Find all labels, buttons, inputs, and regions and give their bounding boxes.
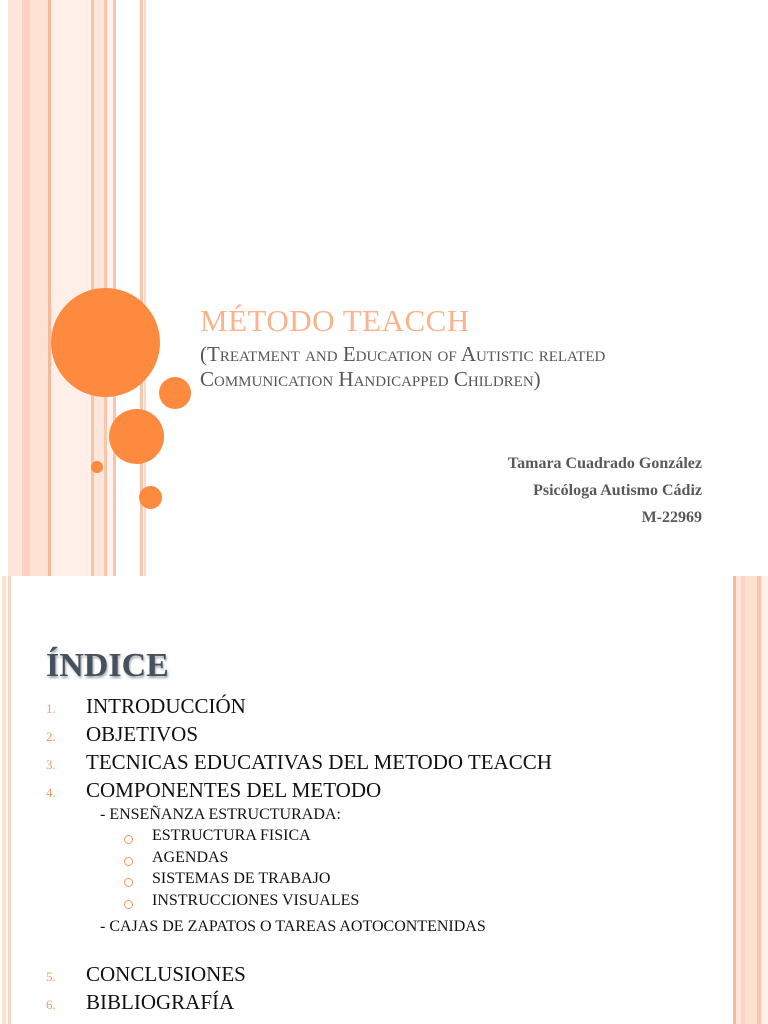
decor-stripe <box>51 0 91 576</box>
sub-heading: - CAJAS DE ZAPATOS O TAREAS AOTOCONTENIDAS <box>100 918 486 935</box>
item-number: 6. <box>46 997 56 1012</box>
decor-stripe <box>8 0 22 576</box>
bullet-circle-icon <box>124 835 133 844</box>
decor-stripe <box>8 576 11 1024</box>
item-text: OBJETIVOS <box>86 722 199 746</box>
decor-stripe <box>22 0 30 576</box>
decor-circle-small <box>139 486 162 509</box>
index-slide <box>0 576 768 1024</box>
bullet-text: ESTRUCTURA FISICA <box>152 827 311 844</box>
item-number: 4. <box>46 785 56 800</box>
bullet-circle-icon <box>124 857 133 866</box>
decor-circle-tiny <box>91 461 103 473</box>
item-number: 1. <box>46 701 56 716</box>
decor-circle-medium <box>109 409 164 464</box>
bullet-text: SISTEMAS DE TRABAJO <box>152 870 331 887</box>
item-text: CONCLUSIONES <box>86 962 246 986</box>
item-number: 5. <box>46 969 56 984</box>
bullet-text: INSTRUCCIONES VISUALES <box>152 892 360 909</box>
item-number: 3. <box>46 757 56 772</box>
slide-subtitle: (Treatment and Education of Autistic related Communication Handicapped Children) <box>200 342 606 391</box>
decor-circle-small <box>159 377 191 409</box>
sub-heading: - ENSEÑANZA ESTRUCTURADA: <box>100 806 341 823</box>
bullet-circle-icon <box>124 878 133 887</box>
decor-stripe <box>30 0 48 576</box>
slide-title: MÉTODO TEACCH <box>200 303 470 338</box>
decor-stripe <box>2 576 6 1024</box>
index-title: ÍNDICE <box>46 647 169 684</box>
item-text: TECNICAS EDUCATIVAS DEL METODO TEACCH <box>86 750 552 774</box>
bullet-circle-icon <box>124 900 133 909</box>
bullet-text: AGENDAS <box>152 849 229 866</box>
author-name: Tamara Cuadrado González <box>507 455 702 472</box>
item-number: 2. <box>46 729 56 744</box>
author-id: M-22969 <box>641 509 702 526</box>
item-text: INTRODUCCIÓN <box>86 694 246 718</box>
item-text: BIBLIOGRAFÍA <box>86 990 235 1014</box>
decor-stripe <box>745 576 757 1024</box>
decor-circle-large <box>51 288 160 397</box>
item-text: COMPONENTES DEL METODO <box>86 778 382 802</box>
decor-stripe <box>761 576 768 1024</box>
author-role: Psicóloga Autismo Cádiz <box>533 482 702 499</box>
